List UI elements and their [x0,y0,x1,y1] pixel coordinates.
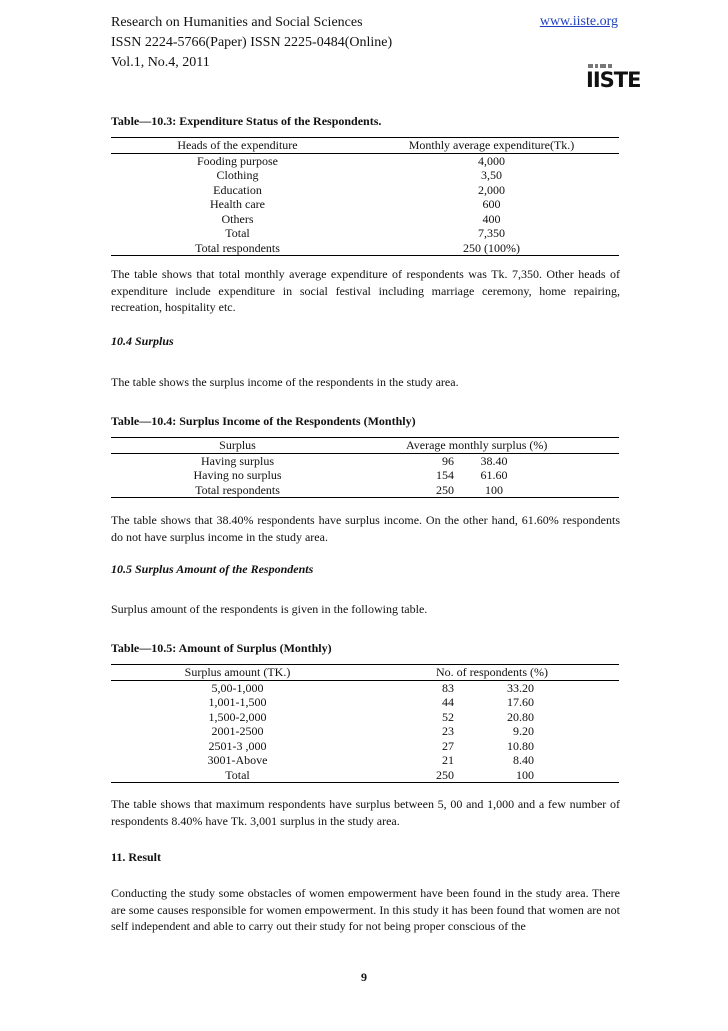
volume-line: Vol.1, No.4, 2011 [111,55,210,70]
table-row [111,468,619,483]
table-cell: 2001-2500 [211,724,264,739]
table-cell: 600 [482,197,501,212]
table-header-row [111,438,619,454]
table-cell: Health care [210,197,265,212]
column-header: Average monthly surplus (%) [364,438,619,454]
table-cell: 250 [364,483,454,498]
paragraph-surplus-amount-intro: Surplus amount of the respondents is given in the following table. [111,602,428,616]
section-heading-11: 11. Result [111,850,162,864]
page-number: 9 [361,970,367,984]
table-cell: 23 [442,724,454,739]
table-cell: 400 [482,211,501,226]
table-row [111,739,619,754]
table-cell: 10.80 [507,738,534,753]
table-cell: 33.20 [507,680,534,695]
journal-url-link[interactable]: www.iiste.org [539,14,618,29]
issn-line: ISSN 2224-5766(Paper) ISSN 2225-0484(Online) [111,35,393,50]
paragraph-expenditure-summary: The table shows that total monthly average expenditure of respondents was Tk. 7,350. Other heads of expenditure include expenditure in social festival including marriage ceremony, home repairing, recreation, hospitality etc. [111,267,620,314]
table-cell: 20.80 [507,709,534,724]
table-cell: 17.60 [507,695,534,710]
paragraph-surplus-summary: The table shows that 38.40% respondents have surplus income. On the other hand, 61.60% respondents do not have surplus income in the study area. [111,513,620,544]
table-cell: 44 [442,695,454,710]
table-cell: 154 [436,468,454,483]
section-heading-10-5: 10.5 Surplus Amount of the Respondents [111,562,314,576]
table-cell: 61.60 [480,468,508,483]
table-row [111,226,619,241]
logo-text: IISTE [586,68,641,92]
table-row [111,453,619,468]
table-cell: 5,00-1,000 [211,680,264,695]
table-row [111,212,619,227]
table-10-5-caption: Table—10.5: Amount of Surplus (Monthly) [111,641,332,655]
table-row [111,680,619,695]
table-cell: 9.20 [513,724,534,739]
table-cell: Education [213,182,262,197]
table-row [111,483,619,498]
table-cell: Total respondents [111,241,364,256]
table-row [111,710,619,725]
table-cell: Having surplus [201,453,274,468]
table-cell: 7,350 [478,226,505,241]
table-cell: Clothing [216,168,259,183]
table-cell: 2,000 [478,182,505,197]
section-heading-10-4: 10.4 Surplus [111,334,174,348]
table-row [111,753,619,768]
table-row [111,183,619,198]
surplus-income-table [111,437,619,498]
table-cell: 8.40 [513,753,534,768]
column-header: Surplus amount (TK.) [111,665,364,681]
table-cell: Having no surplus [193,468,282,483]
table-cell: 250 [364,768,454,783]
table-cell: 2501-3 ,000 [208,738,267,753]
paragraph-result: Conducting the study some obstacles of women empowerment have been found in the study area. There are some causes responsible for women empowerment. In this study it has been found that women are not self independent and able to carry out their study for not being proper conscious of the [111,886,620,933]
table-cell: Total [111,768,364,783]
table-row [111,168,619,183]
column-header: Heads of the expenditure [111,138,364,154]
table-row [111,197,619,212]
table-cell: 83 [442,680,454,695]
table-cell: 100 [454,768,534,783]
table-cell: 52 [442,709,454,724]
table-cell: 1,001-1,500 [208,695,267,710]
table-cell: Total respondents [111,483,364,498]
table-cell: 1,500-2,000 [208,709,267,724]
table-header-row [111,665,619,681]
table-row [111,695,619,710]
table-cell: 4,000 [478,153,505,168]
table-cell: 3,50 [481,168,502,183]
paragraph-surplus-intro: The table shows the surplus income of the respondents in the study area. [111,375,459,389]
table-cell: Total [225,226,250,241]
table-cell: 27 [442,738,454,753]
table-cell: 250 (100%) [364,241,619,256]
table-cell: 38.40 [480,453,508,468]
table-cell: 100 [454,483,534,498]
paragraph-surplus-amount-summary: The table shows that maximum respondents have surplus between 5, 00 and 1,000 and a few number of respondents 8.40% have Tk. 3,001 surplus in the study area. [111,797,620,828]
column-header: Surplus [111,438,364,454]
table-row [111,768,619,783]
surplus-amount-table [111,664,619,783]
journal-title: Research on Humanities and Social Sciences [111,15,363,30]
table-header-row [111,138,619,154]
expenditure-table [111,137,619,256]
table-10-4-caption: Table—10.4: Surplus Income of the Respondents (Monthly) [111,414,416,428]
table-cell: Others [221,211,254,226]
table-cell: 96 [442,453,454,468]
column-header: Monthly average expenditure(Tk.) [364,138,619,154]
iiste-logo [586,64,641,94]
table-row [111,724,619,739]
table-cell: Fooding purpose [197,153,278,168]
table-row [111,153,619,168]
table-cell: 3001-Above [207,753,268,768]
column-header: No. of respondents (%) [364,665,619,681]
table-row [111,241,619,256]
table-10-3-caption: Table—10.3: Expenditure Status of the Respondents. [111,114,382,128]
table-cell: 21 [442,753,454,768]
